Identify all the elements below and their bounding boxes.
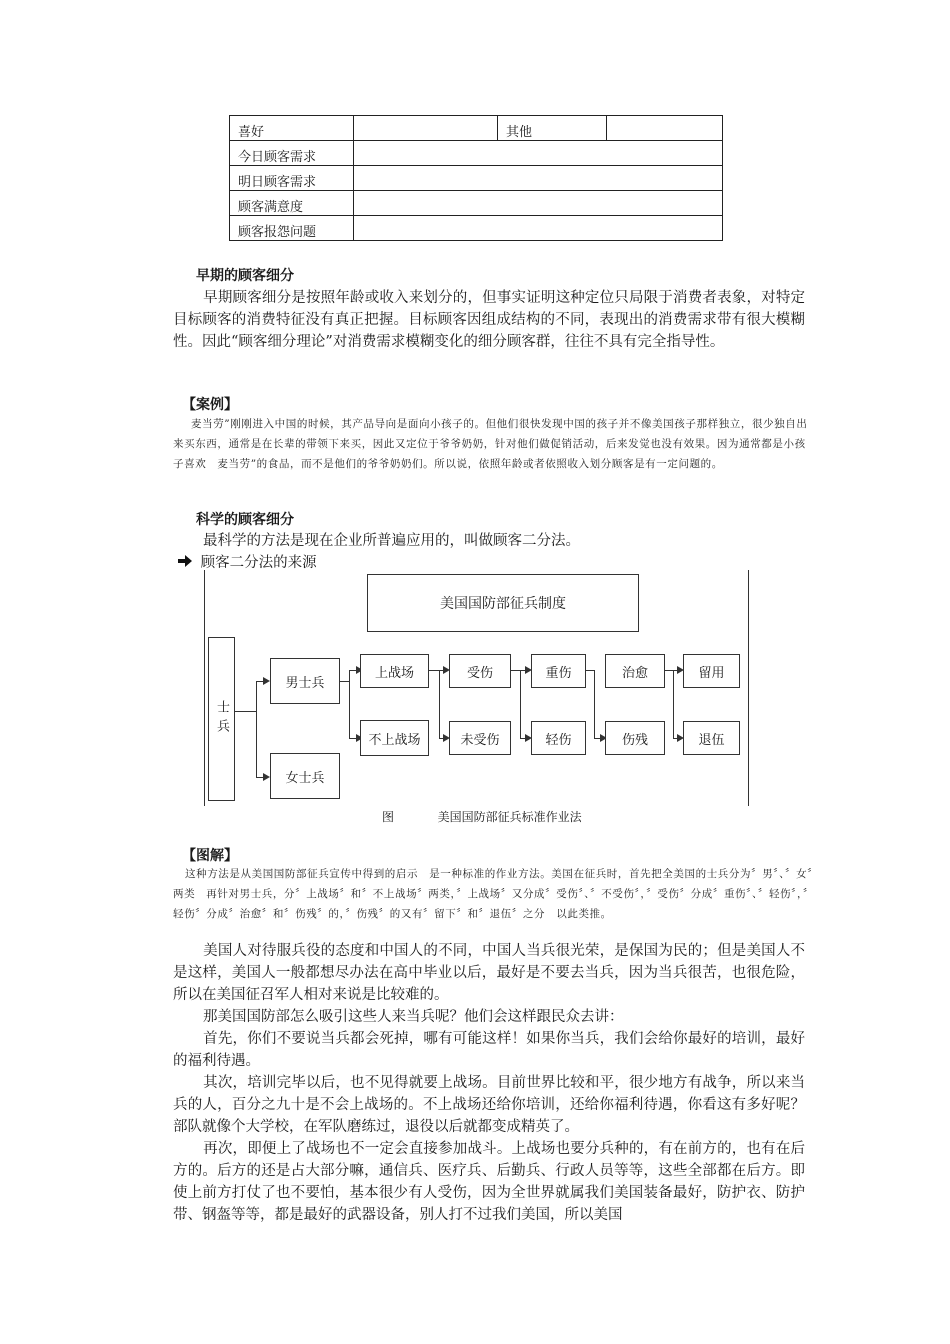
node-soldier: 士兵 <box>208 637 235 801</box>
connector <box>511 670 520 671</box>
body-paragraph-4 <box>173 1072 805 1138</box>
explain-tag: 【图解】 <box>182 848 238 864</box>
paragraph-text: 再次，即便上了战场也不一定会直接参加战斗。上战场也要分兵种的，有在前方的，也有在后方的。后方的还是占大部分嘛，通信兵、医疗兵、后勤兵、行政人员等等，这些全部都在后方。即使上前方打仗了也不要怕，基本很少有人受伤，因为全世界就属我们美国装备最好，防护衣、防护带、钢盔等等，都是最好的武器设备，别人打不过我们美国，所以美国 <box>173 1141 805 1223</box>
section-heading-early: 早期的顾客细分 <box>196 268 294 284</box>
connector <box>439 670 445 671</box>
node-male: 男士兵 <box>270 658 340 704</box>
paragraph-text: 其次，培训完毕以后，也不见得就要上战场。目前世界比较和平，很少地方有战争，所以来当兵的人，百分之九十是不会上战场的。不上战场还给你培训，还给你福利待遇，你看这有多好呢？部队就像个大学校，在军队磨练过，退役以后就都变成精英了。 <box>173 1075 805 1135</box>
paragraph-early <box>173 287 805 353</box>
node-uninjured: 未受伤 <box>449 721 511 755</box>
case-tag: 【案例】 <box>182 397 238 413</box>
node-retire: 退伍 <box>683 721 740 755</box>
connector <box>429 670 439 671</box>
arrow-right-icon <box>263 773 270 781</box>
table-value-cell <box>354 216 723 241</box>
table-value-cell <box>607 116 723 141</box>
node-light: 轻伤 <box>531 721 586 755</box>
diagram-title-box: 美国国防部征兵制度 <box>367 574 639 632</box>
body-paragraph-2 <box>173 1006 805 1028</box>
paragraph-text: 首先，你们不要说当兵都会死掉，哪有可能这样！如果你当兵，我们会给你最好的培训，最好的福利待遇。 <box>173 1031 805 1069</box>
diagram-border-left <box>204 570 205 806</box>
node-retain: 留用 <box>683 654 740 688</box>
figure-label: 图 <box>382 810 395 824</box>
table-value-cell <box>354 191 723 216</box>
connector <box>235 711 256 712</box>
connector <box>586 670 594 671</box>
body-paragraph-1 <box>173 940 805 1006</box>
paragraph-text: 那美国国防部怎么吸引这些人来当兵呢？他们会这样跟民众去讲： <box>203 1009 624 1025</box>
table-label-cell: 今日顾客需求 <box>230 141 354 166</box>
connector <box>673 670 674 738</box>
explain-text: 这种方法是从美国国防部征兵宣传中得到的启示 是一种标准的作业方法。美国在征兵时，首先把全美国的士兵分为〞男〞、〞女〞两类 再针对男士兵，分〞上战场〞和〞不上战场〞两类，〞上战场〞又分成〞受伤〞、〞不受伤〞，〞受伤〞分成〞重伤〞、〞轻伤〞，〞轻伤〞分成〞治愈〞和〞伤残〞的，〞伤残〞的又有〞留下〞和〞退伍〞之分 以此类推。 <box>173 868 814 920</box>
node-severe: 重伤 <box>531 654 586 688</box>
arrow-right-icon <box>263 677 270 685</box>
connector <box>665 670 673 671</box>
node-disabled: 伤残 <box>605 721 665 755</box>
table-value-cell <box>354 116 498 141</box>
table-row <box>230 216 723 241</box>
case-text: 麦当劳”刚刚进入中国的时候，其产品导向是面向小孩子的。但他们很快发现中国的孩子并不像美国孩子那样独立，很少独自出来买东西，通常是在长辈的带领下来买，因此又定位于爷爷奶奶，针对他们做促销活动，后来发觉也没有效果。因为通常都是小孩子喜欢 麦当劳”的食品，而不是他们的爷爷奶奶们。所以说，依照年龄或者依照收入划分顾客是有一定问题的。 <box>173 418 808 470</box>
table-label-cell: 明日顾客需求 <box>230 166 354 191</box>
table-row <box>230 166 723 191</box>
table-row <box>230 191 723 216</box>
node-cured: 治愈 <box>605 654 665 688</box>
body-paragraph-5 <box>173 1138 805 1226</box>
table-label-cell: 顾客满意度 <box>230 191 354 216</box>
node-no-battle: 不上战场 <box>360 720 429 756</box>
diagram-border-right <box>748 570 749 806</box>
paragraph-text: 早期顾客细分是按照年龄或收入来划分的，但事实证明这种定位只局限于消费者表象，对特定目标顾客的消费特征没有真正把握。目标顾客因组成结构的不同，表现出的消费需求带有很大模糊性。因此“顾客细分理论”对消费需求模糊变化的细分顾客群，往往不具有完全指导性。 <box>173 290 805 350</box>
case-paragraph <box>173 414 813 474</box>
table-label-cell: 喜好 <box>230 116 354 141</box>
node-female: 女士兵 <box>270 753 340 799</box>
table-row <box>230 141 723 166</box>
table-row <box>230 116 723 141</box>
node-battle: 上战场 <box>360 654 429 688</box>
explain-paragraph <box>173 864 818 924</box>
bullet-text: 顾客二分法的来源 <box>200 555 317 571</box>
figure-caption <box>382 808 582 825</box>
customer-info-table <box>229 115 723 241</box>
paragraph-text: 美国人对待服兵役的态度和中国人的不同，中国人当兵很光荣，是保国为民的；但是美国人不是这样，美国人一般都想尽办法在高中毕业以后，最好是不要去当兵，因为当兵很苦，也很危险，所以在美国征召军人相对来说是比较难的。 <box>173 943 805 1003</box>
body-paragraph-3 <box>173 1028 805 1072</box>
table-value-cell <box>354 141 723 166</box>
table-value-cell <box>354 166 723 191</box>
paragraph-text: 最科学的方法是现在企业所普遍应用的，叫做顾客二分法。 <box>203 533 580 549</box>
connector <box>349 670 350 738</box>
paragraph-science <box>173 530 805 552</box>
figure-title: 美国国防部征兵标准作业法 <box>437 810 582 824</box>
bullet-line <box>178 551 317 572</box>
table-label-cell: 其他 <box>498 116 607 141</box>
connector <box>520 670 521 738</box>
node-injured: 受伤 <box>449 654 511 688</box>
section-heading-science: 科学的顾客细分 <box>196 512 294 528</box>
connector <box>439 670 440 738</box>
connector <box>594 670 595 738</box>
conscription-diagram <box>204 570 749 806</box>
table-label-cell: 顾客报怨问题 <box>230 216 354 241</box>
arrow-right-icon <box>178 555 196 571</box>
connector <box>256 681 257 777</box>
connector <box>340 681 349 682</box>
